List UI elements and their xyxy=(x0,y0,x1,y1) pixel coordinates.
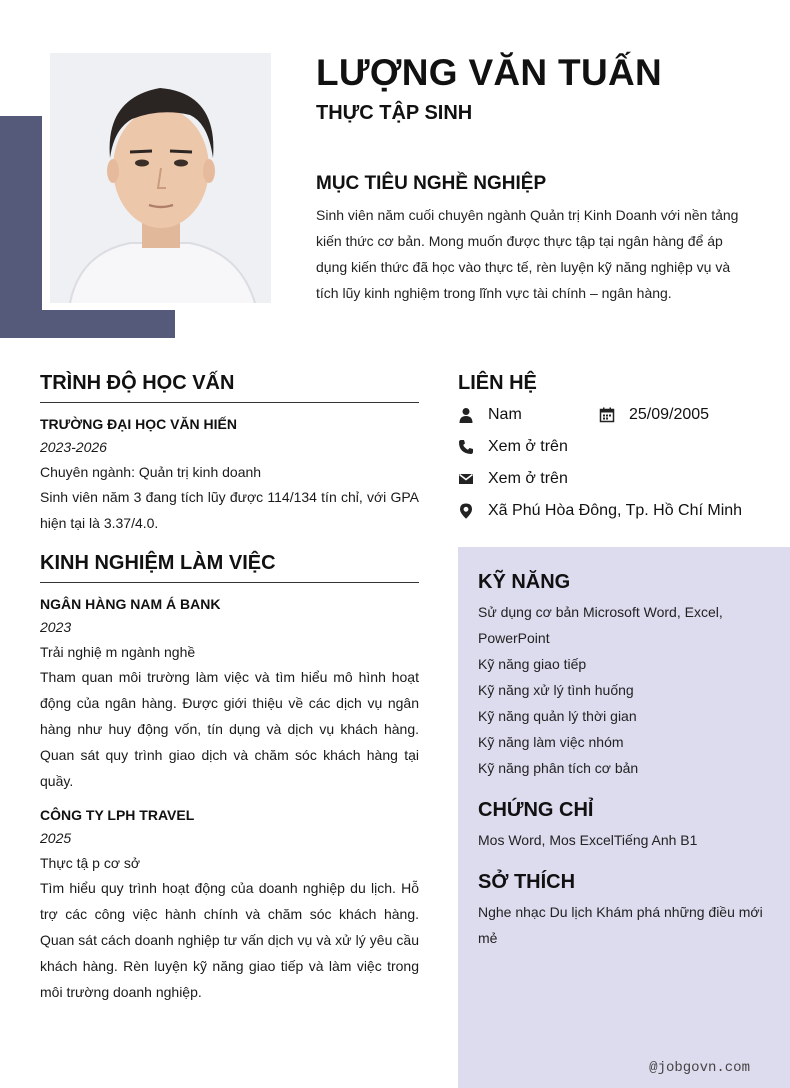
accent-bar-horizontal xyxy=(0,310,175,338)
experience-position: Thực tậ p cơ sở xyxy=(40,855,141,871)
birthday-value: 25/09/2005 xyxy=(629,406,710,423)
right-panel xyxy=(458,547,790,1088)
contact-phone xyxy=(458,438,568,456)
skill-item: Kỹ năng xử lý tình huống xyxy=(478,682,634,698)
certificates-text: Mos Word, Mos ExcelTiếng Anh B1 xyxy=(478,832,698,848)
objective-title: MỤC TIÊU NGHỀ NGHIỆP xyxy=(316,173,547,194)
contact-title: LIÊN HỆ xyxy=(458,372,537,394)
objective-text: Sinh viên năm cuối chuyên ngành Quản trị Kinh Doanh với nền tảng kiến thức cơ bản. Mong muốn được thực tập tại ngân hàng để áp dụng kiến thức đã học vào thực tế, rèn luyện kỹ năng nghiệp vụ và tích lũy kinh nghiệm trong lĩnh vực tài chính – ngân hàng. xyxy=(316,207,739,301)
accent-bar-vertical xyxy=(0,116,42,338)
education-section xyxy=(40,372,419,536)
experience-item xyxy=(40,594,419,794)
contact-gender xyxy=(458,406,522,424)
skill-item: Sử dụng cơ bản Microsoft Word, Excel, PowerPoint xyxy=(478,604,723,646)
experience-position: Trải nghiệ m ngành nghề xyxy=(40,644,196,660)
email-value: Xem ở trên xyxy=(488,470,568,487)
candidate-role: THỰC TẬP SINH xyxy=(316,102,473,124)
experience-title: KINH NGHIỆM LÀM VIỆC xyxy=(40,552,419,583)
education-title: TRÌNH ĐỘ HỌC VẤN xyxy=(40,372,419,403)
hobbies-title: SỞ THÍCH xyxy=(478,871,576,893)
certificates-title: CHỨNG CHỈ xyxy=(478,799,594,821)
profile-photo xyxy=(50,53,271,303)
contact-birthday xyxy=(599,406,709,424)
skill-item: Kỹ năng quản lý thời gian xyxy=(478,708,637,724)
skill-item: Kỹ năng phân tích cơ bản xyxy=(478,760,639,776)
contact-email xyxy=(458,470,568,488)
left-column xyxy=(40,372,419,1005)
education-period: 2023-2026 xyxy=(40,439,107,455)
education-major: Chuyên ngành: Quản trị kinh doanh xyxy=(40,464,262,480)
phone-value: Xem ở trên xyxy=(488,438,568,455)
calendar-icon xyxy=(599,407,615,423)
phone-icon xyxy=(458,439,474,455)
experience-year: 2025 xyxy=(40,830,72,846)
skills-title: KỸ NĂNG xyxy=(478,571,571,593)
education-detail: Sinh viên năm 3 đang tích lũy được 114/134 tín chỉ, với GPA hiện tại là 3.37/4.0. xyxy=(40,489,419,531)
experience-item xyxy=(40,805,419,1005)
gender-value: Nam xyxy=(488,406,522,423)
experience-description: Tìm hiểu quy trình hoạt động của doanh nghiệp du lịch. Hỗ trợ các công việc hành chính và chăm sóc khách hàng. Quan sát cách doanh nghiệp tư vấn dịch vụ và xử lý yêu cầu khách hàng. Rèn luyện kỹ năng giao tiếp và làm việc trong môi trường doanh nghiệp. xyxy=(40,880,419,1000)
experience-section xyxy=(40,552,419,1005)
portrait-image xyxy=(50,53,271,303)
company-name: NGÂN HÀNG NAM Á BANK xyxy=(40,596,221,612)
address-value: Xã Phú Hòa Đông, Tp. Hồ Chí Minh xyxy=(488,502,743,519)
certificates-section xyxy=(478,797,773,853)
watermark: @jobgovn.com xyxy=(649,1060,750,1076)
skill-item: Kỹ năng làm việc nhóm xyxy=(478,734,624,750)
skills-section xyxy=(478,569,773,781)
location-icon xyxy=(458,503,474,519)
skills-list xyxy=(478,599,773,781)
contact-address xyxy=(458,502,742,520)
hobbies-text: Nghe nhạc Du lịch Khám phá những điều mới mẻ xyxy=(478,904,763,946)
experience-year: 2023 xyxy=(40,619,72,635)
right-panel-content xyxy=(478,569,773,951)
person-icon xyxy=(458,407,474,423)
skill-item: Kỹ năng giao tiếp xyxy=(478,656,587,672)
school-name: TRƯỜNG ĐẠI HỌC VĂN HIẾN xyxy=(40,416,238,432)
experience-description: Tham quan môi trường làm việc và tìm hiểu mô hình hoạt động của ngân hàng. Được giới thiệu về các dịch vụ ngân hàng như huy động vốn, tín dụng và dịch vụ khách hàng. Quan sát quy trình giao dịch và chăm sóc khách hàng tại quầy. xyxy=(40,669,419,789)
hobbies-section xyxy=(478,869,773,951)
company-name: CÔNG TY LPH TRAVEL xyxy=(40,807,195,823)
candidate-name: LƯỢNG VĂN TUẤN xyxy=(316,52,662,93)
email-icon xyxy=(458,471,474,487)
